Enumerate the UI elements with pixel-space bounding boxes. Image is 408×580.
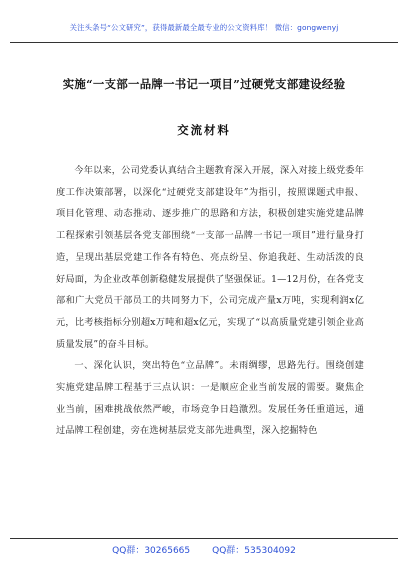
footer-divider [10, 538, 398, 539]
paragraph: 一、深化认识，突出特色“立品牌”。未雨绸缪，思路先行。围绕创建实施党建品牌工程基于三点认识：一是顺应企业当前发展的需要。聚焦企业当前，困难挑战依然严峻，市场竞争日趋激烈。发展任务任重道远，通过品牌工程创建，旁在选树基层党支部先进典型，深入挖掘特色 [56, 360, 364, 437]
footer [0, 543, 408, 556]
paragraph: 今年以来，公司党委认真结合主题教育深入开展，深入对接上级党委年度工作决策部署，以深化“过硬党支部建设年”为指引，按照课题式申报、项目化管理、动态推动、逐步推广的思路和方法，积极创建实施党建品牌工程探索引领基层各党支部围绕“一支部一品牌一书记一项目”进行量身打造，呈现出基层党建工作各有特色、亮点纷呈、你追我赶、生动活泼的良好局面，为企业改革创新稳健发展提供了坚强保证。1—12月份，在各党支部和广大党员干部员工的共同努力下，公司完成产量x万吨，实现利润x亿元，比考核指标分别超x万吨和超x亿元，实现了“以高质量党建引领企业高质量发展”的奋斗目标。 [56, 165, 364, 350]
document-title: 实施“一支部一品牌一书记一项目”过硬党支部建设经验 [62, 77, 346, 91]
header-banner: 关注头条号“公文研究”，获得最新最全最专业的公文资料库！ 微信：gongwenyj [69, 23, 339, 32]
header-divider [10, 42, 398, 43]
document-body [56, 160, 364, 442]
footer-qq-group-2: QQ群：535304092 [212, 546, 296, 556]
footer-qq-group-1: QQ群：30265665 [112, 546, 191, 556]
document-subtitle: 交流材料 [177, 123, 231, 137]
